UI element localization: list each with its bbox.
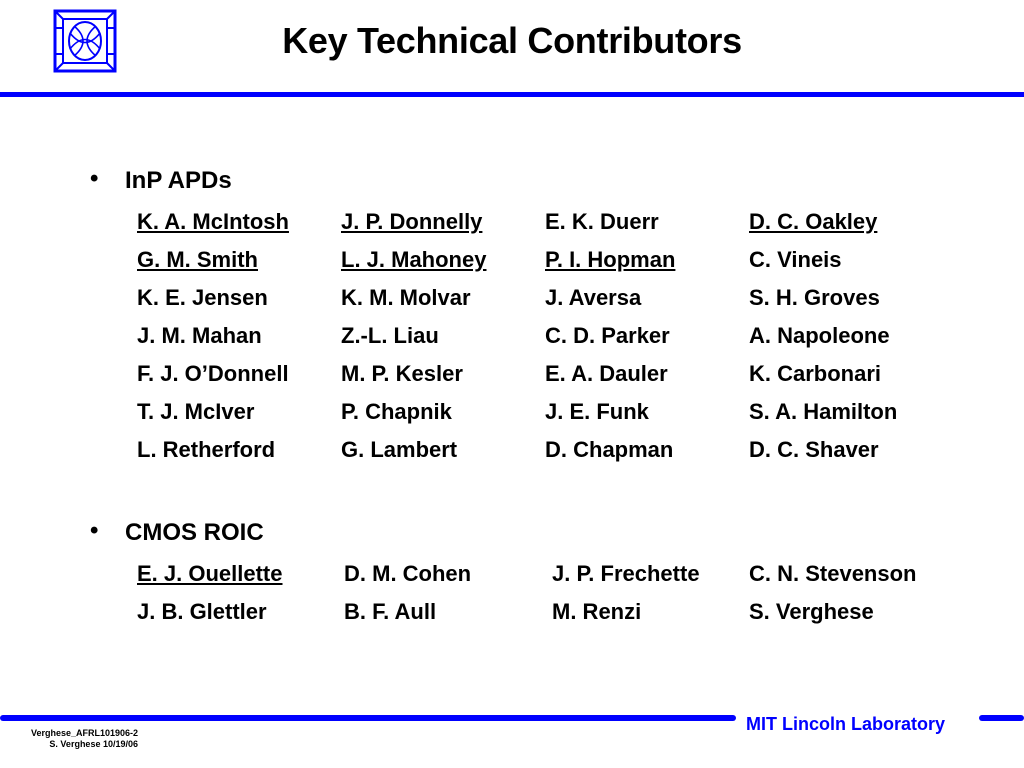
- contributor-name: K. A. McIntosh: [137, 209, 289, 234]
- contributor-name: K. E. Jensen: [137, 285, 268, 310]
- contributor-name: K. Carbonari: [749, 361, 882, 386]
- footer-divider-left: [0, 715, 736, 721]
- contributor-name: Z.-L. Liau: [341, 323, 439, 348]
- bullet-marker: •: [90, 517, 99, 544]
- contributor-name: S. Verghese: [749, 599, 874, 624]
- header-divider: [0, 92, 1024, 97]
- organization-name: MIT Lincoln Laboratory: [746, 714, 946, 734]
- contributor-name: D. C. Oakley: [749, 209, 878, 234]
- contributor-name: C. Vineis: [749, 247, 842, 272]
- contributor-name: M. P. Kesler: [341, 361, 463, 386]
- contributor-name: D. Chapman: [545, 437, 674, 462]
- contributor-name: G. Lambert: [341, 437, 458, 462]
- contributor-name: P. I. Hopman: [545, 247, 676, 272]
- contributor-name: M. Renzi: [552, 599, 642, 624]
- contributor-name: P. Chapnik: [341, 399, 452, 424]
- contributor-name: J. B. Glettler: [137, 599, 267, 624]
- contributor-name: D. M. Cohen: [344, 561, 472, 586]
- contributor-name: G. M. Smith: [137, 247, 258, 272]
- contributor-name: E. K. Duerr: [545, 209, 659, 234]
- contributor-name: C. N. Stevenson: [749, 561, 917, 586]
- contributor-name: J. E. Funk: [545, 399, 649, 424]
- contributor-name: E. A. Dauler: [545, 361, 668, 386]
- bullet-marker: •: [90, 165, 99, 192]
- contributor-name: T. J. McIver: [137, 399, 255, 424]
- slide-title: Key Technical Contributors: [282, 20, 742, 61]
- contributor-name: S. A. Hamilton: [749, 399, 898, 424]
- contributor-name: J. M. Mahan: [137, 323, 262, 348]
- contributor-name: L. J. Mahoney: [341, 247, 487, 272]
- contributor-name: K. M. Molvar: [341, 285, 471, 310]
- contributor-name: D. C. Shaver: [749, 437, 879, 462]
- contributor-name: S. H. Groves: [749, 285, 880, 310]
- contributor-name: E. J. Ouellette: [137, 561, 283, 586]
- contributor-name: J. Aversa: [545, 285, 642, 310]
- footer-divider-right: [979, 715, 1024, 721]
- contributor-name: J. P. Frechette: [552, 561, 700, 586]
- section-title-cmos-roic: CMOS ROIC: [125, 519, 264, 546]
- section-title-inp-apds: InP APDs: [125, 167, 232, 194]
- document-id: Verghese_AFRL101906-2: [30, 728, 138, 738]
- contributor-name: C. D. Parker: [545, 323, 670, 348]
- contributor-name: L. Retherford: [137, 437, 276, 462]
- contributor-name: J. P. Donnelly: [341, 209, 483, 234]
- contributor-name: A. Napoleone: [749, 323, 890, 348]
- contributor-name: F. J. O’Donnell: [137, 361, 289, 386]
- author-date: S. Verghese 10/19/06: [49, 739, 138, 749]
- contributor-name: B. F. Aull: [344, 599, 437, 624]
